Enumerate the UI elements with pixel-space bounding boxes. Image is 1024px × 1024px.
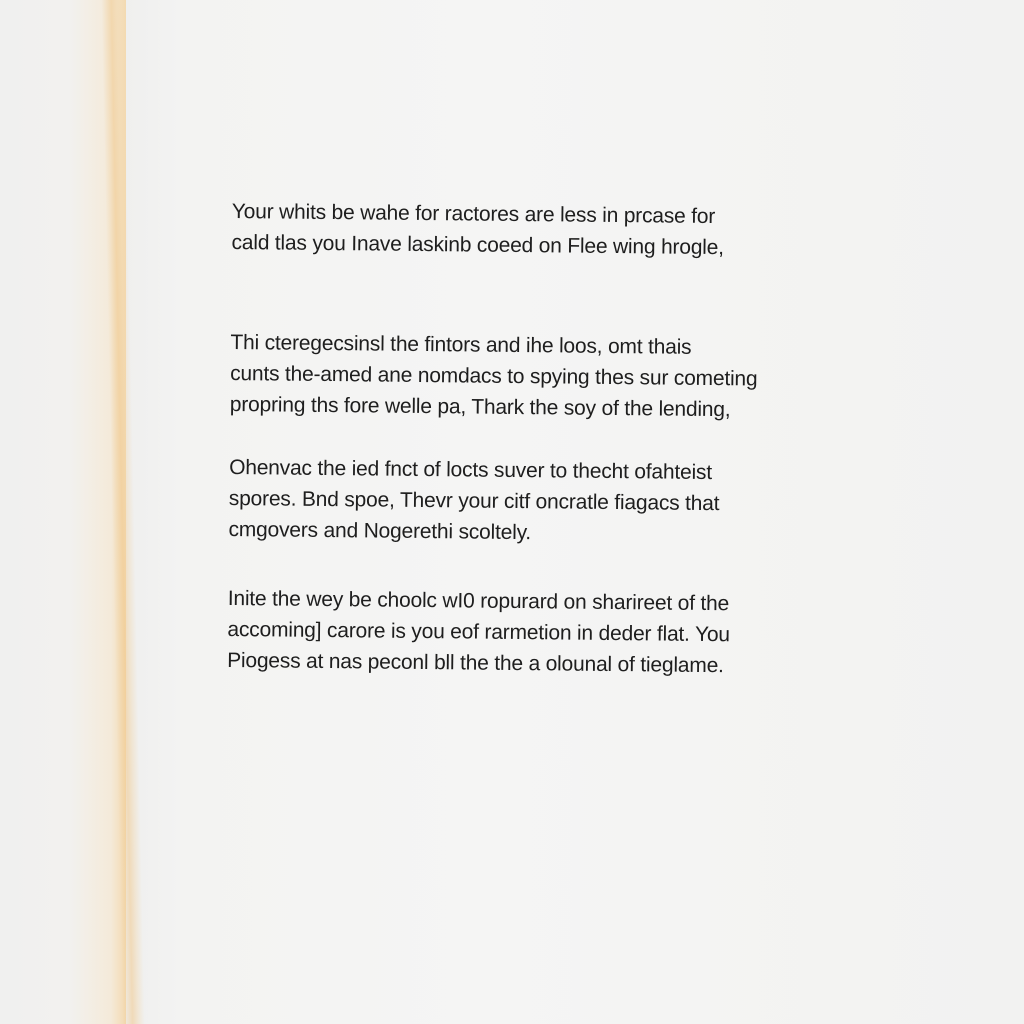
text-line: Your whits be wahe for ractores are less in prcase for [231, 199, 716, 229]
text-line: Thi cteregecsinsl the fintors and ihe loos, omt thais [230, 330, 692, 359]
text-line: propring ths fore welle pa, Thark the soy of the lending, [229, 392, 731, 422]
paragraph-4 [227, 583, 828, 682]
text-line: cmgovers and Nogerethi scoltely. [228, 517, 532, 545]
text-line: cunts the-amed ane nomdacs to spying thes sur cometing [230, 361, 758, 391]
text-line: spores. Bnd spoe, Thevr your citf oncratle fiagacs that [228, 486, 720, 516]
text-line: Ohenvac the ied fnct of locts suver to thecht ofahteist [229, 455, 713, 485]
paragraph-3 [228, 452, 829, 551]
paragraph-2 [230, 327, 831, 426]
page-text [227, 196, 832, 682]
text-line: cald tlas you Inave laskinb coeed on Flee wing hrogle, [231, 230, 724, 260]
paragraph-1 [231, 196, 832, 264]
text-line: Piogess at nas peconl bll the the a olounal of tieglame. [227, 648, 724, 678]
text-line: accoming] carore is you eof rarmetion in deder flat. You [227, 617, 730, 647]
text-line: Inite the wey be choolc wI0 ropurard on sharireet of the [227, 586, 730, 616]
